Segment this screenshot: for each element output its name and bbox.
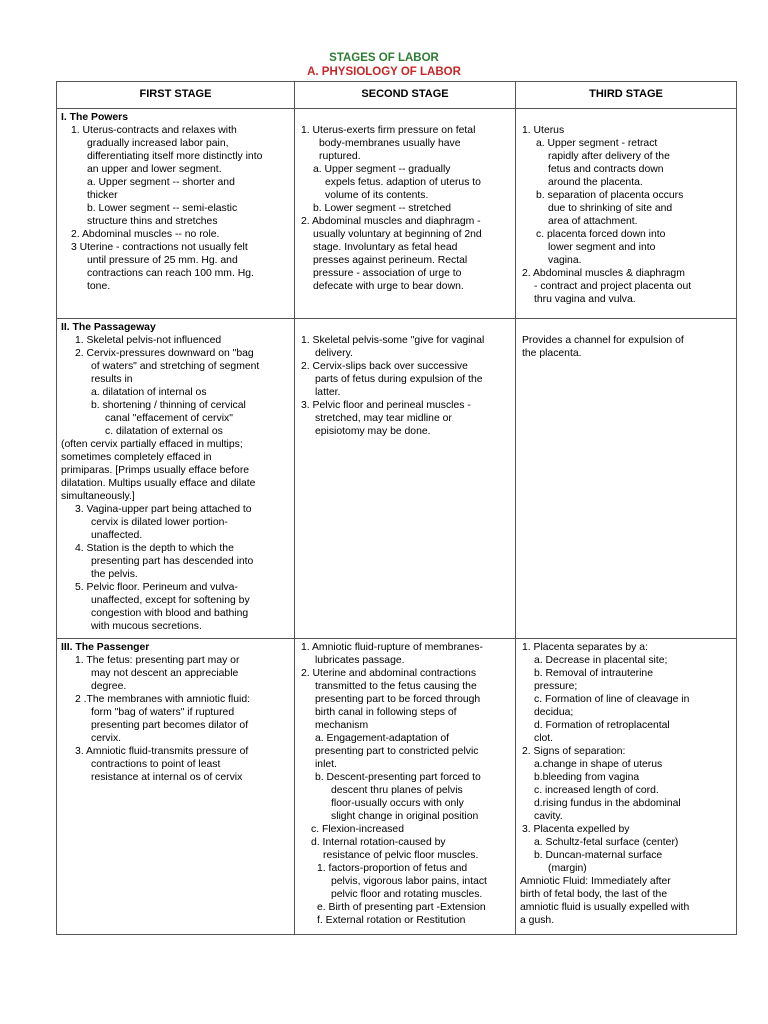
text-line: 1. Placenta separates by a: [522, 642, 648, 653]
text-line: stretched, may tear midline or [315, 413, 452, 424]
text-line: 1. The fetus: presenting part may or [75, 655, 240, 666]
text-line: b. shortening / thinning of cervical [91, 400, 246, 411]
text-line: a. Engagement-adaptation of [315, 733, 450, 744]
text-line: pressure; [534, 681, 578, 692]
text-line: gradually increased labor pain, [87, 138, 229, 149]
text-line: b. Duncan-maternal surface [534, 850, 663, 861]
text-line: area of attachment. [548, 216, 638, 227]
text-line: a. Schultz-fetal surface (center) [534, 837, 679, 848]
text-line: a.change in shape of uterus [534, 759, 663, 770]
text-line: - contract and project placenta out [534, 281, 692, 292]
section-heading: III. The Passenger [61, 642, 150, 653]
text-line: 2. Abdominal muscles & diaphragm [522, 268, 685, 279]
text-line: due to shrinking of site and [548, 203, 673, 214]
text-line: 3 Uterine - contractions not usually felt [71, 242, 248, 253]
text-line: clot. [534, 733, 554, 744]
cell-passageway-first-stage [57, 319, 295, 639]
text-line: a. Decrease in placental site; [534, 655, 668, 666]
text-line: decidua; [534, 707, 574, 718]
text-line: pelvic floor and rotating muscles. [331, 889, 483, 900]
text-line: 2. Cervix-pressures downward on "bag [75, 348, 254, 359]
document-title: STAGES OF LABOR [329, 52, 439, 64]
text-line: latter. [315, 387, 341, 398]
text-line: thru vagina and vulva. [534, 294, 636, 305]
stages-table [56, 81, 737, 935]
text-line: c. dilatation of external os [105, 426, 223, 437]
header-third-stage: THIRD STAGE [516, 82, 737, 109]
text-line: mechanism [315, 720, 369, 731]
text-line: may not descent an appreciable [91, 668, 239, 679]
text-line: birth of fetal body, the last of the [520, 889, 668, 900]
text-line: pelvis, vigorous labor pains, intact [331, 876, 487, 887]
text-line [299, 321, 511, 334]
text-line: simultaneously.] [61, 491, 135, 502]
header-second-stage: SECOND STAGE [295, 82, 516, 109]
text-line: 3. Amniotic fluid-transmits pressure of [75, 746, 249, 757]
text-line: congestion with blood and bathing [91, 608, 249, 619]
text-line: c. Flexion-increased [311, 824, 404, 835]
text-line: structure thins and stretches [87, 216, 218, 227]
text-line: presses against perineum. Rectal [313, 255, 468, 266]
text-line: lower segment and into [548, 242, 656, 253]
text-line: form "bag of waters" if ruptured [91, 707, 235, 718]
cell-powers-third-stage [516, 109, 737, 319]
text-line: lubricates passage. [315, 655, 405, 666]
text-line: cervix. [91, 733, 122, 744]
text-line: birth canal in following steps of [315, 707, 457, 718]
text-line: primiparas. [Primps usually efface before [61, 465, 250, 476]
cell-powers-first-stage [57, 109, 295, 319]
text-line [520, 321, 732, 334]
text-line: the placenta. [522, 348, 582, 359]
header-row [57, 82, 737, 109]
cell-passenger-second-stage [295, 639, 516, 935]
text-line: a. Upper segment - retract [536, 138, 658, 149]
text-line: the pelvis. [91, 569, 138, 580]
text-line: Provides a channel for expulsion of [522, 335, 684, 346]
text-line: stage. Involuntary as fetal head [313, 242, 458, 253]
text-line: inlet. [315, 759, 337, 770]
text-line: canal "effacement of cervix" [105, 413, 233, 424]
text-line: usually voluntary at beginning of 2nd [313, 229, 482, 240]
section-heading: II. The Passageway [61, 322, 156, 333]
text-line: delivery. [315, 348, 353, 359]
text-line: 3. Vagina-upper part being attached to [75, 504, 252, 515]
text-line: f. External rotation or Restitution [317, 915, 466, 926]
text-line: 2. Signs of separation: [522, 746, 626, 757]
text-line: 1. Skeletal pelvis-not influenced [75, 335, 222, 346]
section-heading: I. The Powers [61, 112, 128, 123]
text-line: with mucous secretions. [91, 621, 202, 632]
table-row-powers [57, 109, 737, 319]
text-line: (often cervix partially effaced in multips; [61, 439, 243, 450]
text-line: 1. Uterus-exerts firm pressure on fetal [301, 125, 476, 136]
text-line: differentiating itself more distinctly into [87, 151, 263, 162]
cell-powers-second-stage [295, 109, 516, 319]
text-line: floor-usually occurs with only [331, 798, 464, 809]
text-line: d. Internal rotation-caused by [311, 837, 446, 848]
text-line: an upper and lower segment. [87, 164, 222, 175]
text-line: a. Upper segment -- gradually [313, 164, 451, 175]
text-line: 2 .The membranes with amniotic fluid: [75, 694, 250, 705]
text-line: c. Formation of line of cleavage in [534, 694, 690, 705]
text-line: 5. Pelvic floor. Perineum and vulva- [75, 582, 238, 593]
text-line: cavity. [534, 811, 563, 822]
text-line: 4. Station is the depth to which the [75, 543, 234, 554]
text-line: presenting part to constricted pelvic [315, 746, 479, 757]
text-line: 3. Pelvic floor and perineal muscles - [301, 400, 471, 411]
text-line: b. Removal of intrauterine [534, 668, 653, 679]
text-line: thicker [87, 190, 118, 201]
cell-passenger-first-stage [57, 639, 295, 935]
text-line: 2. Abdominal muscles and diaphragm - [301, 216, 481, 227]
text-line: b. Lower segment -- stretched [313, 203, 452, 214]
text-line: contractions can reach 100 mm. Hg. [87, 268, 254, 279]
text-line: dilatation. Multips usually efface and dilate [61, 478, 256, 489]
text-line: b. separation of placenta occurs [536, 190, 684, 201]
text-line: Amniotic Fluid: Immediately after [520, 876, 671, 887]
text-line: 2. Uterine and abdominal contractions [301, 668, 477, 679]
text-line: body-membranes usually have [319, 138, 461, 149]
text-line: b.bleeding from vagina [534, 772, 640, 783]
text-line: degree. [91, 681, 127, 692]
text-line: 1. Uterus-contracts and relaxes with [71, 125, 237, 136]
text-line: 1. Skeletal pelvis-some "give for vaginal [301, 335, 485, 346]
text-line: parts of fetus during expulsion of the [315, 374, 483, 385]
text-line: presenting part becomes dilator of [91, 720, 249, 731]
text-line: d. Formation of retroplacental [534, 720, 670, 731]
text-line: c. placenta forced down into [536, 229, 666, 240]
text-line: results in [91, 374, 133, 385]
text-line: slight change in original position [331, 811, 479, 822]
text-line: vagina. [548, 255, 582, 266]
text-line: defecate with urge to bear down. [313, 281, 464, 292]
text-line: b. Descent-presenting part forced to [315, 772, 481, 783]
text-line: presenting part has descended into [91, 556, 254, 567]
text-line: contractions to point of least [91, 759, 221, 770]
text-line: resistance at internal os of cervix [91, 772, 243, 783]
table-row-passenger [57, 639, 737, 935]
text-line: of waters" and stretching of segment [91, 361, 260, 372]
text-line: transmitted to the fetus causing the [315, 681, 477, 692]
text-line: 1. Amniotic fluid-rupture of membranes- [301, 642, 483, 653]
text-line: descent thru planes of pelvis [331, 785, 463, 796]
text-line [520, 111, 732, 124]
text-line: unaffected. [91, 530, 143, 541]
text-line: b. Lower segment -- semi-elastic [87, 203, 238, 214]
text-line: ruptured. [319, 151, 361, 162]
text-line [299, 111, 511, 124]
text-line: resistance of pelvic floor muscles. [323, 850, 479, 861]
text-line: a gush. [520, 915, 555, 926]
text-line: tone. [87, 281, 111, 292]
text-line: 1. Uterus [522, 125, 565, 136]
text-line: sometimes completely effaced in [61, 452, 212, 463]
text-line: volume of its contents. [325, 190, 429, 201]
text-line: amniotic fluid is usually expelled with [520, 902, 690, 913]
text-line: rapidly after delivery of the [548, 151, 670, 162]
text-line: expels fetus. adaption of uterus to [325, 177, 481, 188]
text-line: until pressure of 25 mm. Hg. and [87, 255, 238, 266]
text-line: a. dilatation of internal os [91, 387, 207, 398]
text-line: cervix is dilated lower portion- [91, 517, 228, 528]
text-line: 3. Placenta expelled by [522, 824, 630, 835]
text-line: episiotomy may be done. [315, 426, 431, 437]
text-line: presenting part to be forced through [315, 694, 481, 705]
text-line: c. increased length of cord. [534, 785, 659, 796]
text-line: a. Upper segment -- shorter and [87, 177, 235, 188]
text-line: unaffected, except for softening by [91, 595, 250, 606]
text-line: (margin) [548, 863, 587, 874]
text-line: fetus and contracts down [548, 164, 664, 175]
text-line: around the placenta. [548, 177, 643, 188]
document-subtitle: A. PHYSIOLOGY OF LABOR [307, 66, 461, 78]
text-line: 2. Cervix-slips back over successive [301, 361, 468, 372]
cell-passageway-third-stage [516, 319, 737, 639]
cell-passageway-second-stage [295, 319, 516, 639]
text-line: e. Birth of presenting part -Extension [317, 902, 486, 913]
header-first-stage: FIRST STAGE [57, 82, 295, 109]
text-line: pressure - association of urge to [313, 268, 462, 279]
text-line: 2. Abdominal muscles -- no role. [71, 229, 220, 240]
cell-passenger-third-stage [516, 639, 737, 935]
text-line: 1. factors-proportion of fetus and [317, 863, 468, 874]
table-row-passageway [57, 319, 737, 639]
text-line: d.rising fundus in the abdominal [534, 798, 681, 809]
